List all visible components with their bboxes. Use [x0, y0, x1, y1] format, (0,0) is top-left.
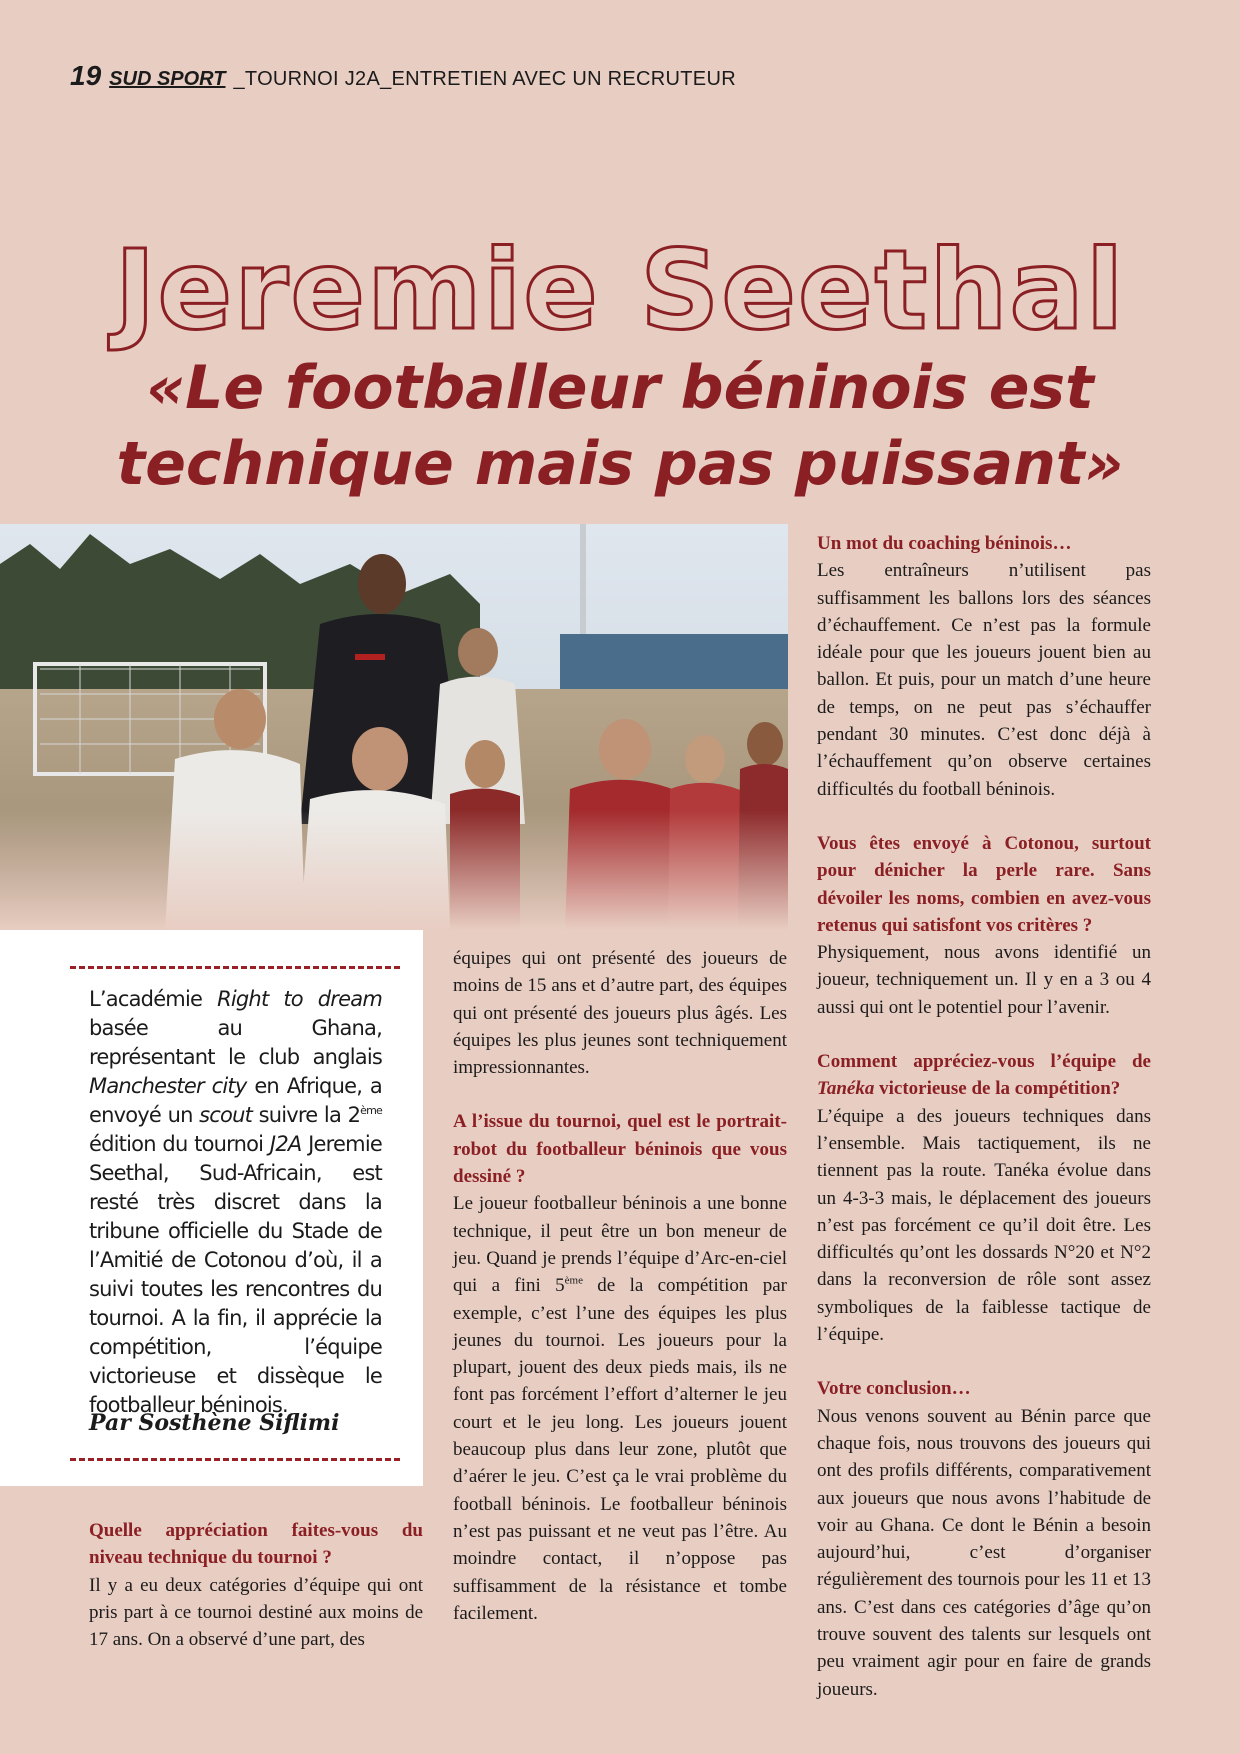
intro-text-part: en Afrique, a envoyé un [89, 1074, 382, 1127]
dashed-divider-top [70, 966, 400, 969]
intro-text-part: L’académie [89, 987, 218, 1011]
subheadline [0, 350, 1240, 502]
answer-4: Physiquement, nous avons identifié un joueur, techniquement un. Il y en a 3 ou 4 aussi qui ont le potentiel pour l’avenir. [817, 942, 1151, 1018]
column-1 [89, 1517, 423, 1653]
intro-text-emphasis: Manchester city [89, 1074, 247, 1098]
question-5-part: victorieuse de la compétition? [874, 1078, 1121, 1100]
page-number: 19 [70, 60, 102, 91]
photo-fade [0, 810, 788, 930]
intro-text [89, 985, 382, 1420]
intro-text-part: basée au Ghana, représentant le club anglais [89, 1016, 382, 1069]
headline: Jeremie Seethal [114, 226, 1126, 354]
intro-text-part: suivre la 2 [252, 1103, 361, 1127]
dashed-divider-bottom [70, 1458, 400, 1461]
intro-text-superscript: ème [360, 1104, 382, 1117]
byline: Par Sosthène Siflimi [89, 1410, 340, 1436]
answer-2 [453, 1190, 787, 1627]
answer-2-part: de la compétition par exemple, c’est l’une des équipes les plus jeunes du tournoi. Les joueurs pour la plupart, jouent des deux pieds mais, ils ne font pas forcément l’effort d’alterner le jeu court et le jeu long. Les joueurs jouent beaucoup plus dans leur zone, plutôt que d’aérer le jeu. C’est ça le vrai problème du football béninois. Le footballeur béninois n’est pas puissant et ne veut pas l’être. Au moindre contact, il n’oppose pas suffisamment de la résistance et tombe facilement. [453, 1275, 787, 1624]
question-4: Vous êtes envoyé à Cotonou, surtout pour dénicher la perle rare. Sans dévoiler les noms, combien en avez-vous retenus qui satisfont vos critères ? [817, 832, 1151, 936]
question-5-part: Comment appréciez-vous l’équipe de [817, 1051, 1151, 1073]
intro-text-emphasis: J2A [269, 1132, 302, 1156]
subheadline-line-1: «Le footballeur béninois est [146, 353, 1094, 423]
question-2: A l’issue du tournoi, quel est le portrait-robot du footballeur béninois que vous dessiné ? [453, 1111, 787, 1188]
section-title: _TOURNOI J2A_ENTRETIEN AVEC UN RECRUTEUR [233, 68, 736, 90]
intro-text-part: Jeremie Seethal, Sud-Africain, est resté très discret dans la tribune officielle du Stade de l’Amitié de Cotonou d’où, il a suivi toutes les rencontres du tournoi. A la fin, il apprécie la compétition, l’équipe victorieuse et dissèque le footballeur béninois. [89, 1132, 382, 1417]
intro-text-emphasis: Right to dream [217, 987, 382, 1011]
answer-3: Les entraîneurs n’utilisent pas suffisamment les ballons lors des séances d’échauffement. Ce n’est pas la formule idéale pour que les joueurs jouent bien au ballon. Et puis, pour un match d’une heure de temps, on ne peut pas s’échauffer pendant 30 minutes. C’est donc déjà à l’échauffement qu’on observe certaines difficultés du football béninois. [817, 560, 1151, 800]
article-photo [0, 524, 788, 930]
answer-5: L’équipe a des joueurs techniques dans l’ensemble. Mais tactiquement, ils ne tiennent pas la route. Tanéka évolue dans un 4-3-3 mais, le déplacement des joueurs n’est pas forcément ce qu’il doit être. Les difficultés qu’ont les dossards N°20 et N°2 dans la reconversion de rôle sont assez symboliques de la faiblesse tactique de l’équipe. [817, 1105, 1151, 1346]
page-header [70, 60, 736, 92]
question-3: Un mot du coaching béninois… [817, 533, 1072, 554]
answer-6: Nous venons souvent au Bénin parce que chaque fois, nous trouvons des joueurs qui ont des profils différents, comparativement aux joueurs que nous avons l’habitude de voir au Ghana. Ce dont le Bénin a besoin aujourd’hui, c’est d’organiser régulièrement des tournois pour les 11 et 13 ans. C’est dans ces catégories d’âge qu’on trouve souvent des talents sur lesquels ont peu vraiment agir pour en faire de grands joueurs. [817, 1405, 1151, 1700]
question-5-emphasis: Tanéka [817, 1078, 875, 1100]
question-1: Quelle appréciation faites-vous du niveau technique du tournoi ? [89, 1520, 423, 1569]
question-6: Votre conclusion… [817, 1378, 971, 1400]
answer-1: Il y a eu deux catégories d’équipe qui ont pris part à ce tournoi destiné aux moins de 17 ans. On a observé d’une part, des [89, 1574, 423, 1651]
column-2 [453, 945, 787, 1627]
subheadline-line-2: technique mais pas puissant» [116, 429, 1124, 499]
answer-1-continued: équipes qui ont présenté des joueurs de moins de 15 ans et d’autre part, des équipes qui ont présenté des joueurs plus âgés. Les équipes les plus jeunes sont techniquement impressionnantes. [453, 948, 787, 1079]
column-3 [817, 530, 1151, 1703]
answer-2-superscript: ème [564, 1274, 583, 1287]
intro-text-part: édition du tournoi [89, 1132, 270, 1156]
question-5 [817, 1048, 1151, 1103]
brand-name: SUD SPORT [109, 68, 226, 90]
answer-2-part: Le joueur footballeur béninois a une bonne technique, il peut être un bon meneur de jeu. Quand je prends l’équipe d’Arc-en-ciel qui a fini 5 [453, 1193, 787, 1297]
intro-text-emphasis: scout [199, 1103, 253, 1127]
